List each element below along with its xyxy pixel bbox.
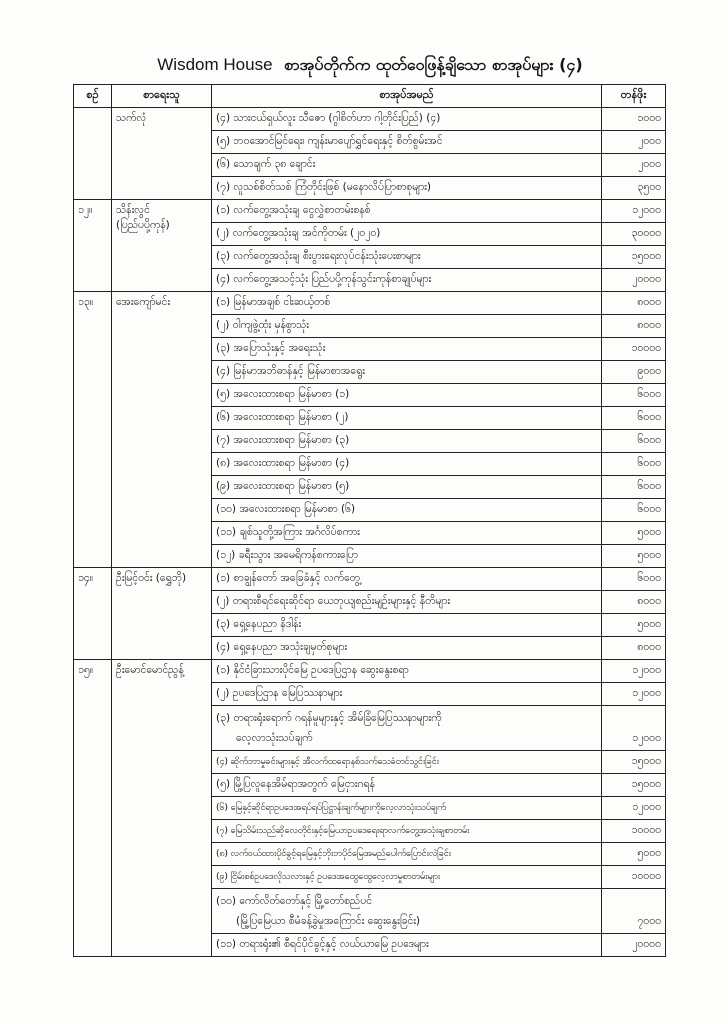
book-title [212, 315, 602, 338]
entry-number: ၁၃။ [74, 292, 112, 568]
book-price: ၈၀၀၀ [602, 637, 666, 660]
book-title-line: (၆) သောချက် ၃၈ ချောင်း [216, 157, 316, 170]
writer-cell [112, 108, 212, 200]
book-title-line: (၇) လူသစ်စိတ်သစ် ကြံတိုင်းဖြစ် (မနောလိပ်ပြာစာစုများ) [216, 180, 431, 193]
book-price: ၁၂၀၀၀ [602, 683, 666, 706]
book-title-line: (၄) ရှေ့နေပညာ အသုံးချမှတ်စုများ [216, 640, 348, 653]
writer-name: ဦးမောင်မောင်ညွန့် [116, 664, 184, 676]
title-text: စာအုပ်တိုက်က ထုတ်ဝေဖြန့်ချိသော စာအုပ်များ (၄) [283, 55, 583, 74]
book-title [212, 246, 602, 269]
book-price: ၁၂၀၀၀ [602, 660, 666, 683]
book-title [212, 177, 602, 200]
book-price: ၆၀၀၀ [602, 568, 666, 591]
book-title [212, 292, 602, 315]
book-title [212, 660, 602, 683]
book-title [212, 407, 602, 430]
book-title [212, 591, 602, 614]
book-price: ၁၂၀၀၀ [602, 706, 666, 751]
book-price: ၆၀၀၀ [602, 476, 666, 499]
header-writer: စာရေးသူ [112, 85, 212, 108]
table-header-row [74, 85, 666, 108]
book-price: ၁၀၀၀ [602, 108, 666, 131]
book-price: ၁၂၀၀၀ [602, 797, 666, 820]
header-price: တန်ဖိုး [602, 85, 666, 108]
book-title-line: (၃) ရှေ့နေပညာ နိဒါန်း [216, 617, 302, 630]
writer-cell [112, 200, 212, 292]
book-title [212, 476, 602, 499]
book-price: ၅၀၀၀ [602, 545, 666, 568]
book-title [212, 820, 602, 843]
book-title-line: (၁၁) ချစ်သူတို့အကြား အင်္ဂလိပ်စကား [216, 525, 360, 538]
writer-note: (ပြည်ပပို့ကုန်) [116, 219, 170, 231]
writer-name: ဦးမြင့်ဝင်း (ရွှေဘို) [116, 572, 187, 584]
book-price: ၈၀၀၀ [602, 591, 666, 614]
table-row [74, 108, 666, 131]
book-title [212, 154, 602, 177]
book-title [212, 637, 602, 660]
book-price: ၂၀၀၀၀ [602, 269, 666, 292]
book-price: ၁၅၀၀၀ [602, 751, 666, 774]
book-title-line: (၃) တရားရုံးရောက် ဂရန်မူများနှင့် အိမ်ခြံမြေပြဿနာများကို [216, 712, 442, 724]
book-title [212, 866, 602, 889]
book-price: ၁၀၀၀၀ [602, 820, 666, 843]
writer-name: သိန်းလွင် [116, 204, 150, 216]
book-title [212, 751, 602, 774]
book-price: ၃၀၀၀၀ [602, 223, 666, 246]
book-title [212, 200, 602, 223]
book-title [212, 499, 602, 522]
book-title-line: (၄) ဆိုက်ဘာမှုခင်းများနှင့် အီလက်ထရောနစ်သက်သေခံတင်သွင်းခြင်း [216, 755, 439, 767]
book-title [212, 774, 602, 797]
page-title [70, 54, 670, 78]
book-title [212, 522, 602, 545]
book-title-line: (၇) မြေသိမ်းသည်ဆိုလေတိုင်းနှင့်မြေယာဥပဒေရေးရာလက်တွေ့အသုံးချစာတမ်း [216, 824, 470, 836]
book-title-line-2: လေ့လာသုံးသပ်ချက် [236, 732, 313, 744]
book-title [212, 568, 602, 591]
book-title-line: (၅) ဘဝအောင်မြင်ရေး၊ ကျန်းမာပျော်ရွှင်ရေးနှင့် စိတ်စွမ်းအင် [216, 134, 443, 147]
book-title-line: (၂) ဥပဒေပြဌာန မြေပြဿနာများ [216, 686, 343, 699]
book-price: ၁၅၀၀၀ [602, 246, 666, 269]
book-title-line: (၂) တရားစီရင်ရေးဆိုင်ရာ ယေဘုယျစည်းမျဉ်းများနှင့် နီတိများ [216, 594, 450, 607]
writer-cell [112, 568, 212, 660]
book-title-line: (၈) လက်ဝယ်ထားပိုင်ခွင့်ရမြေနှင့်ဘိုးဘပိုင်မြေအမည်ပေါက်ပြောင်းလဲခြင်း [216, 847, 451, 859]
entry-number: ၁၄။ [74, 568, 112, 660]
book-title [212, 453, 602, 476]
book-price: ၆၀၀၀ [602, 453, 666, 476]
book-title [212, 384, 602, 407]
book-price: ၉၀၀၀ [602, 361, 666, 384]
book-title-line: (၁၀) အလေးထားစရာ မြန်မာစာ (၆) [216, 502, 356, 515]
book-title-line: (၄) လက်တွေ့အသင့်သုံး ပြည်ပပို့ကုန်သွင်းကုန်စာချုပ်များ [216, 272, 432, 285]
book-title [212, 545, 602, 568]
book-title [212, 614, 602, 637]
entry-number: ၁၅။ [74, 660, 112, 957]
book-title-line: (၃) လက်တွေ့အသုံးချ စီးပွားရေးလုပ်ငန်းသုံးပေးစာများ [216, 249, 421, 262]
book-price: ၁၂၀၀၀ [602, 200, 666, 223]
publisher-name: Wisdom House [157, 55, 273, 74]
writer-cell [112, 292, 212, 568]
book-title-line: (၁) မြန်မာအချစ် ငါးဆယ့်တစ် [216, 295, 331, 308]
book-title-line: (၄) သားငယ်ရှယ်လူး သီဇော (ဂွါစိတ်ဟာ ဂါ့တိုင်းပြည်) (၄) [216, 111, 441, 124]
book-title [212, 108, 602, 131]
book-title-line: (၉) အလေးထားစရာ မြန်မာစာ (၅) [216, 479, 350, 492]
book-title-line: (၆) မြေနှင့်ဆိုင်ရာဥပဒေအရပ်ရပ်ပြဋ္ဌာန်းချက်များကိုလေ့လာသုံးသပ်ချက် [216, 801, 446, 813]
book-table [73, 84, 666, 957]
book-title-line: (၄) မြန်မာအဘိဓာန်နှင့် မြန်မာစာအရွေး [216, 364, 365, 377]
book-title-line: (၂) လက်တွေ့အသုံးချ အင်ကိုတမ်း (၂၀၂၀) [216, 226, 381, 239]
book-price: ၆၀၀၀ [602, 499, 666, 522]
book-title [212, 797, 602, 820]
book-price: ၁၅၀၀၀ [602, 774, 666, 797]
book-title [212, 706, 602, 751]
book-title [212, 223, 602, 246]
book-title-line: (၁၁) တရားရုံး၏ စီရင်ပိုင်ခွင့်နှင့် လယ်ယာမြေ ဥပဒေများ [216, 937, 429, 950]
table-row [74, 292, 666, 315]
book-price: ၈၀၀၀ [602, 292, 666, 315]
book-title-line: (၁) စာချွန်တော် အခြေခံနှင့် လက်တွေ့ [216, 571, 360, 584]
book-price: ၆၀၀၀ [602, 407, 666, 430]
book-title [212, 843, 602, 866]
book-title [212, 683, 602, 706]
book-title-line: (၅) အလေးထားစရာ မြန်မာစာ (၁) [216, 387, 350, 400]
book-title-line: (၁) လက်တွေ့အသုံးချ ငွေလွှဲစာတမ်းစနစ် [216, 203, 371, 216]
header-no: စဉ် [74, 85, 112, 108]
book-title-line: (၂) ဝါကျဖွဲ့ထုံး မှန်စွာသုံး [216, 318, 309, 331]
book-price: ၅၀၀၀ [602, 843, 666, 866]
book-title-line: (၆) အလေးထားစရာ မြန်မာစာ (၂) [216, 410, 349, 423]
book-title [212, 430, 602, 453]
book-price: ၅၀၀၀ [602, 614, 666, 637]
book-title [212, 889, 602, 934]
book-title-line: (၁၀) ကော်လိတ်တော်နှင့် မြို့တော်စည်ပင် [216, 895, 373, 907]
book-title-line: (၁) နိုင်ငံခြားသားပိုင်မြေ ဥပဒေပြဌာန ဆွေးနွေးစရာ [216, 663, 409, 676]
book-title-line: (၈) အလေးထားစရာ မြန်မာစာ (၄) [216, 456, 350, 469]
book-price: ၈၀၀၀ [602, 315, 666, 338]
table-row [74, 200, 666, 223]
book-title [212, 934, 602, 957]
book-price: ၆၀၀၀ [602, 384, 666, 407]
book-title-line: (၉) ငြိမ်းစစ်ဥပဒေလိုသလားနှင့် ဥပဒေအထွေထွေလေ့လာမှုစာတမ်းများ [216, 870, 441, 882]
writer-name: အေးကျော်မင်း [116, 296, 171, 308]
book-price: ၆၀၀၀ [602, 430, 666, 453]
book-price: ၇၀၀၀ [602, 889, 666, 934]
book-price: ၂၀၀၀ [602, 131, 666, 154]
book-title [212, 361, 602, 384]
book-title [212, 338, 602, 361]
book-price: ၃၅၀၀ [602, 177, 666, 200]
entry-number [74, 108, 112, 200]
table-row [74, 568, 666, 591]
table-row [74, 660, 666, 683]
book-price: ၂၀၀၀ [602, 154, 666, 177]
book-title [212, 269, 602, 292]
writer-cell [112, 660, 212, 957]
book-price: ၅၀၀၀ [602, 522, 666, 545]
book-price: ၁၀၀၀၀ [602, 338, 666, 361]
book-title-line-2: (မြို့ပြမြေယာ စီမံခန့်ခွဲမှုအကြောင်း ဆွေးနွေးခြင်း) [236, 915, 420, 927]
header-book: စာအုပ်အမည် [212, 85, 602, 108]
book-price: ၂၀၀၀၀ [602, 934, 666, 957]
book-title-line: (၃) အပြောသုံးနှင့် အရေးသုံး [216, 341, 326, 354]
book-title-line: (၁၂) ခရီးသွား အမေရိကန်စကားပြော [216, 548, 358, 561]
entry-number: ၁၂။ [74, 200, 112, 292]
book-title [212, 131, 602, 154]
book-title-line: (၅) မြို့ပြလူနေအိမ်ရာအတွက် မြေငှားဂရန် [216, 777, 375, 790]
book-price: ၁၀၀၀၀ [602, 866, 666, 889]
writer-name: သက်လုံ [116, 112, 147, 124]
table-body [74, 108, 666, 957]
book-title-line: (၇) အလေးထားစရာ မြန်မာစာ (၃) [216, 433, 350, 446]
